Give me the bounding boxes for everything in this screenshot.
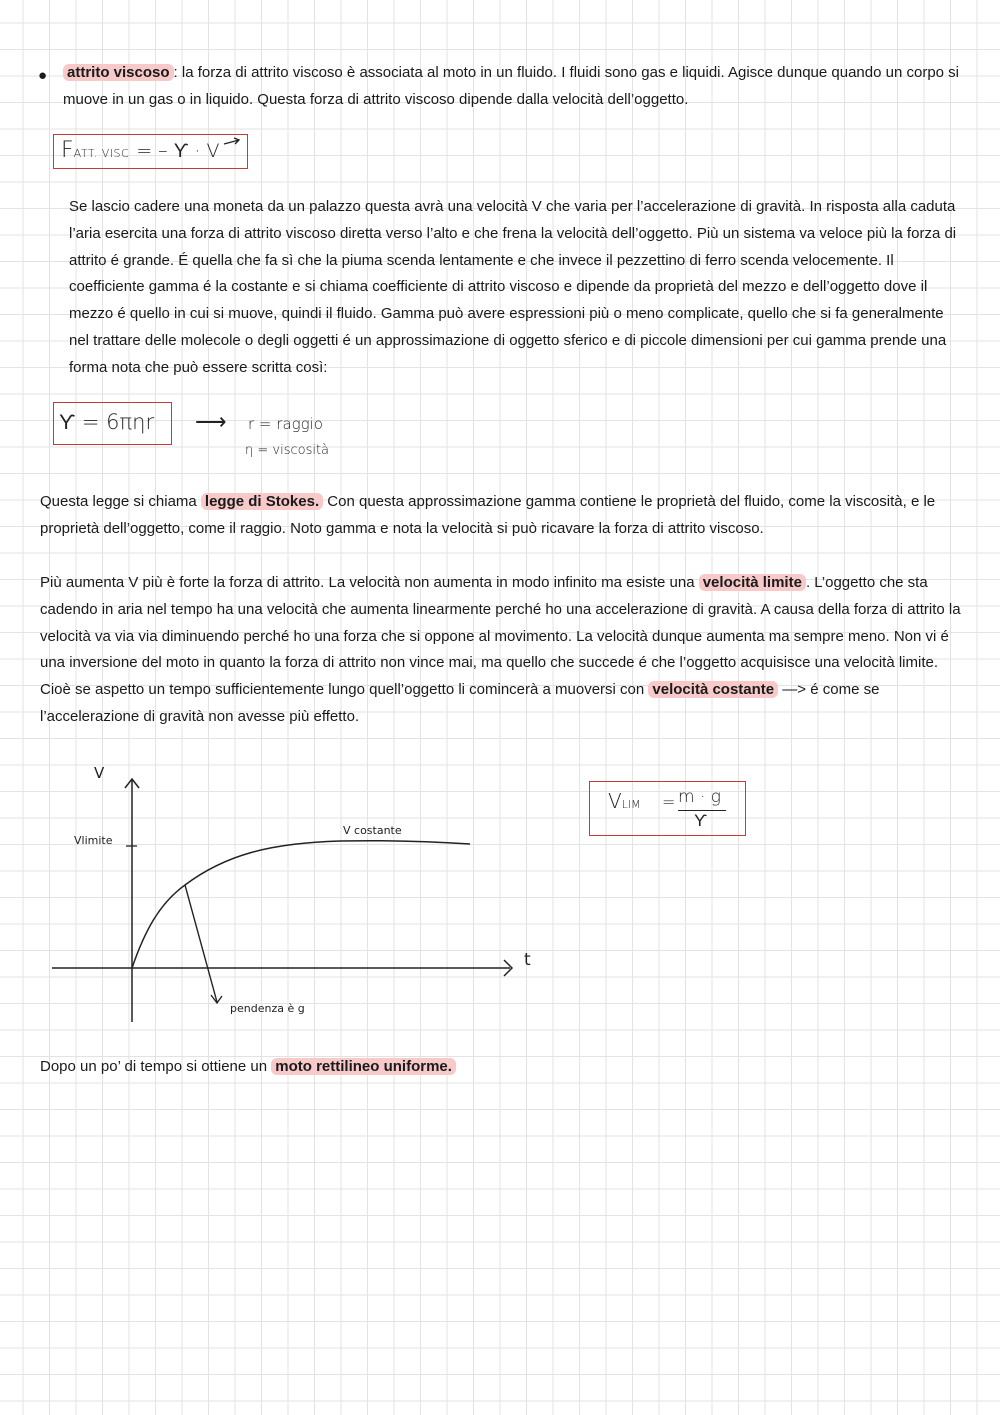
formula-stokes-box [53, 402, 172, 445]
formula-vlim-lhs: V [608, 789, 622, 813]
v-const-label: V costante [343, 824, 402, 837]
slope-label: pendenza è g [230, 1002, 305, 1015]
bullet-paragraph [63, 60, 963, 114]
formula-friction-box [53, 134, 248, 169]
paragraph-stokes [40, 489, 965, 543]
y-axis-label: V [94, 764, 105, 782]
formula-vlim-num: m · g [678, 787, 721, 807]
paragraph-conclusion [40, 1054, 965, 1081]
formula-vlim-sub: LIM [621, 798, 641, 811]
formula-friction-lhs: F [61, 138, 74, 163]
paragraph-velocita-limite [40, 570, 965, 731]
formula-vlim-box [589, 781, 746, 836]
paragraph-moneta: Se lascio cadere una moneta da un palazzo questa avrà una velocità V che varia per l’accelerazione di gravità. In risposta alla caduta l’aria esercita una forza di attrito viscoso diretta verso l’alto e che frena la velocità dell’oggetto. Più un sistema va veloce più la forza di attrito é grande. É quella che fa sì che la piuma scenda lentamente e che invece il pezzettino di ferro scenda velocemente. Il coefficiente gamma é la costante e si chiama coefficiente di attrito viscoso e dipende da proprietà del mezzo e dell’oggetto dove il mezzo é quello in cui si muove, quindi il fluido. Gamma può avere espressioni più o meno complicate, quello che si fa generalmente nel trattare delle molecole o degli oggetti é un approssimazione di oggetto sferico e di piccole dimensioni per cui gamma prende una forma nota che può essere scritta così: [69, 198, 957, 376]
formula-vlim-den: ϒ [694, 811, 708, 831]
p3-part2: . L’oggetto che sta cadendo in aria nel tempo ha una velocità che aumenta linearmente perché ho una accelerazione di gravità. A causa della forza di attrito la velocità va via via diminuendo perché ho una forza che si oppone al movimento. La velocità dunque aumenta ma sempre meno. Non vi é una inversione del moto in quanto la forza di attrito non vince mai, ma quello che succede é che l’oggetto acquisisce una velocità limite. Cioè se aspetto un tempo sufficientemente lungo quell’oggetto li comincerà a muoversi con [40, 574, 961, 699]
formula-friction-rhs: = – ϒ · V [136, 140, 220, 162]
velocity-curve [132, 841, 470, 968]
formula-stokes-expr: ϒ = 6πηr [59, 410, 155, 434]
arrow-icon: ⟶ [195, 410, 227, 435]
term-velocita-limite: velocità limite [699, 574, 806, 591]
note-raggio: r = raggio [248, 415, 323, 433]
x-axis-label: t [524, 950, 531, 970]
formula-vlim-eq: = [662, 792, 676, 811]
bullet-text: : la forza di attrito viscoso è associata al moto in un fluido. I fluidi sono gas e liquidi. Agisce dunque quando un corpo si muove in un gas o in liquido. Questa forza di attrito viscoso dipende dalla velocità dell’oggetto. [63, 64, 960, 108]
term-moto-rettilineo: moto rettilineo uniforme. [271, 1058, 456, 1075]
vector-arrow-icon [222, 137, 242, 147]
term-attrito-viscoso: attrito viscoso [63, 64, 174, 81]
tangent-line [185, 885, 217, 1002]
term-legge-stokes: legge di Stokes. [201, 493, 323, 510]
v-limit-label: Vlimite [74, 834, 113, 847]
bullet-dot: ● [38, 67, 48, 84]
term-velocita-costante: velocità costante [648, 681, 778, 698]
p2-after: Con questa approssimazione gamma contiene le proprietà del fluido, come la viscosità, e le proprietà dell’oggetto, come il raggio. Noto gamma e nota la velocità si può ricavare la forza di attrito viscoso. [40, 493, 936, 537]
p3-part3: —> é come se l’accelerazione di gravità non avesse più effetto. [40, 681, 880, 725]
conclusion-before: Dopo un po’ di tempo si ottiene un [40, 1058, 272, 1075]
note-viscosita: η = viscosità [245, 443, 330, 458]
p3-part1: Più aumenta V più è forte la forza di attrito. La velocità non aumenta in modo infinito ma esiste una [40, 574, 699, 591]
formula-friction-sub: ATT. VISC [73, 147, 130, 160]
velocity-graph [40, 755, 540, 1045]
p2-before: Questa legge si chiama [40, 493, 201, 510]
